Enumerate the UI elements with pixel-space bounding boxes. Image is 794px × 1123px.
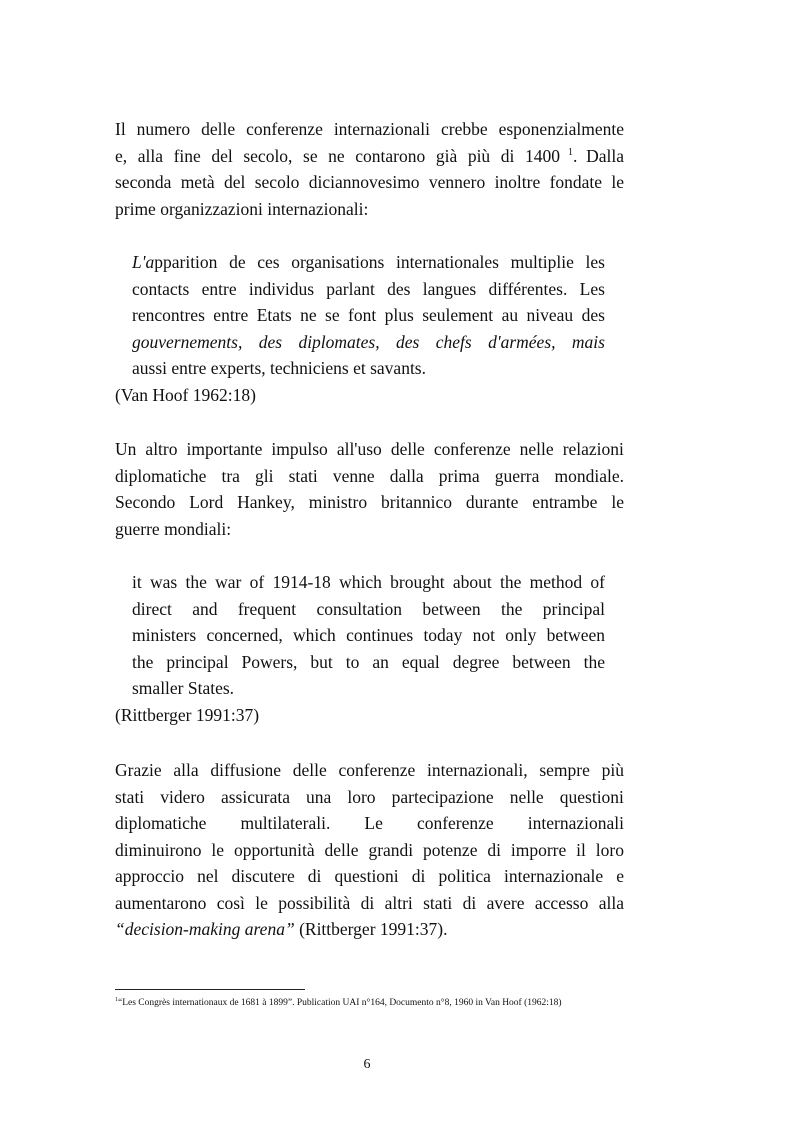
word: ne [328, 145, 345, 166]
word: to [345, 651, 360, 672]
word: rencontres [132, 305, 205, 325]
word: britannico [381, 492, 452, 512]
word: relazioni [562, 439, 624, 459]
word: equal [401, 651, 440, 672]
word: stati [288, 465, 318, 486]
word: of [249, 572, 265, 592]
word: which [339, 572, 382, 592]
block-quote-2 [132, 569, 605, 702]
word: method [529, 572, 583, 592]
word: conferenze [433, 439, 511, 459]
word: ces [257, 252, 280, 272]
word: opportunità [233, 839, 315, 860]
text-segment: . Dalla [572, 145, 624, 166]
word: niveau [526, 305, 574, 325]
word: guerra [494, 465, 540, 486]
word: così [216, 892, 245, 913]
word: il [576, 839, 586, 860]
word: di [411, 866, 426, 886]
word: entrambe [532, 492, 598, 512]
word: gli [255, 465, 274, 486]
word: loro [595, 839, 624, 860]
word: principal [166, 651, 229, 672]
text-segment: (Rittberger 1991:37). [294, 919, 448, 939]
word: the [500, 572, 522, 592]
word: le [611, 492, 624, 512]
word: it [132, 572, 142, 592]
word: se [303, 145, 318, 166]
word: alla [598, 892, 624, 913]
word: was [150, 572, 178, 592]
word: avere [486, 892, 525, 913]
word: imporre [510, 839, 567, 860]
word: durante [465, 492, 519, 512]
word: principal [542, 598, 605, 619]
word: des [387, 278, 411, 299]
word: between [546, 625, 605, 645]
word: altri [384, 892, 413, 913]
word: plus [384, 305, 414, 325]
text-line [115, 757, 624, 784]
text-line [132, 329, 605, 356]
word: nelle [509, 786, 544, 807]
text-segment: guerre mondiali: [115, 518, 232, 539]
word: grandi [368, 839, 414, 860]
text-segment: smaller States. [132, 678, 235, 698]
word: vennero [428, 172, 486, 192]
word: Etats [256, 305, 292, 325]
word: Un [115, 439, 137, 459]
word: più [601, 760, 624, 780]
word: venne [332, 465, 375, 486]
text-segment [132, 249, 154, 276]
word: today [423, 625, 463, 645]
word: numero [136, 119, 191, 139]
word: internationales [395, 252, 499, 272]
word: which [293, 625, 336, 645]
text-line [132, 302, 605, 329]
footnote [115, 997, 675, 1009]
citation: (Van Hoof 1962:18) [115, 385, 256, 405]
word: diplomatiche [115, 813, 207, 833]
word: internazionali, [427, 760, 528, 780]
word: alla [137, 145, 163, 166]
word: una [306, 786, 332, 807]
word: Il [115, 119, 126, 139]
footnote-text: “Les Congrès internationaux de 1681 à 1899”. Publication UAI n°164, Documento n°8, 1960 in Van Hoof (1962:18) [118, 998, 562, 1008]
word: le [255, 892, 268, 913]
text-line [115, 436, 624, 463]
text-line [115, 784, 624, 811]
word: Les [579, 278, 605, 299]
text-line [132, 675, 605, 702]
word: crebbe [441, 119, 488, 139]
word: conferenze [246, 119, 323, 139]
word: discutere [231, 866, 295, 886]
word: esponenzialmente [498, 119, 624, 139]
word: contarono [355, 145, 426, 166]
word: di [500, 145, 515, 166]
word: delle [390, 439, 425, 459]
word: war [215, 572, 242, 592]
word: diffusione [210, 760, 282, 780]
word: questioni [559, 786, 624, 807]
word: chefs [435, 331, 472, 352]
word: Grazie [115, 760, 162, 780]
word: del [224, 172, 246, 192]
word: secolo [254, 172, 300, 192]
word: brought [390, 572, 445, 592]
word: e [616, 866, 624, 886]
word: impulso [271, 439, 328, 459]
word: langues [422, 278, 477, 299]
word: entre [213, 305, 249, 325]
word: multiplie [510, 252, 574, 272]
word: individus [248, 278, 315, 299]
word: di [307, 866, 322, 886]
word: aumentarono [115, 892, 207, 913]
page-number: 6 [363, 1057, 371, 1072]
text-line [132, 569, 605, 596]
text-line [115, 196, 624, 223]
word: questioni [334, 866, 399, 886]
word: 1400 [524, 145, 560, 166]
word: ministro [308, 492, 368, 512]
word: concerned, [206, 625, 283, 645]
word: organisations [291, 252, 385, 272]
word: des [581, 305, 605, 325]
word: metà [180, 172, 215, 192]
text-segment [154, 249, 605, 276]
word: conferenze [416, 813, 494, 833]
word: potenze [423, 839, 478, 860]
paragraph-2 [115, 436, 624, 542]
word: of [590, 572, 605, 592]
italic-text: “decision-making arena” [115, 919, 295, 939]
text-line [132, 649, 605, 676]
word: le [211, 839, 225, 860]
word: approccio [115, 866, 184, 886]
citation: (Rittberger 1991:37) [115, 705, 260, 725]
word: all'uso [336, 439, 382, 459]
word: delle [292, 760, 327, 780]
word: stati [423, 892, 453, 913]
text-line [115, 463, 624, 490]
word: gouvernements, [132, 331, 243, 352]
word: continues [346, 625, 414, 645]
word: di [462, 892, 477, 913]
text-line [115, 516, 624, 543]
word: Secondo [115, 492, 176, 512]
word: Powers, [241, 651, 298, 672]
italic-text: L'a [132, 252, 155, 272]
text-line [115, 863, 624, 890]
footnote-marker: 1 [115, 997, 118, 1003]
word: sempre [539, 760, 590, 780]
word: se [325, 305, 340, 325]
text-segment [568, 143, 624, 170]
word: diplomates, [298, 331, 380, 352]
text-line [115, 116, 624, 143]
word: au [501, 305, 519, 325]
word: diciannovesimo [308, 172, 420, 192]
word: possibilità [278, 892, 351, 913]
text-line [115, 916, 624, 943]
word: alla [173, 760, 199, 780]
text-line [115, 890, 624, 917]
word: altro [145, 439, 178, 459]
word: différentes. [488, 278, 568, 299]
word: the [583, 651, 605, 672]
footnote-reference: 1 [567, 146, 573, 158]
word: più [467, 145, 491, 166]
word: internazionali [527, 813, 624, 833]
word: not [472, 625, 495, 645]
word: contacts [132, 278, 190, 299]
text-line [115, 143, 624, 170]
word: accesso [534, 892, 589, 913]
text-line [132, 622, 605, 649]
text-line [115, 489, 624, 516]
text-segment: prime organizzazioni internazionali: [115, 198, 369, 219]
word: les [585, 252, 605, 272]
word: fondate [549, 172, 603, 192]
word: d'armées, [488, 331, 556, 352]
word: delle [201, 119, 236, 139]
word: internazionali [333, 119, 431, 139]
word: de [229, 252, 246, 272]
text-line [132, 596, 605, 623]
word: del [211, 145, 233, 166]
word: già [435, 145, 458, 166]
word: secolo, [243, 145, 293, 166]
text-line [132, 276, 605, 303]
word: videro [160, 786, 205, 807]
footnote-divider [115, 989, 305, 990]
word: parlant [326, 278, 375, 299]
word: Lord [189, 492, 224, 512]
word: di [360, 892, 375, 913]
word: the [501, 598, 523, 619]
word: diminuirono [115, 839, 202, 860]
word: partecipazione [391, 786, 494, 807]
word: dalla [389, 465, 424, 486]
word: font [348, 305, 377, 325]
word: conferenze [338, 760, 416, 780]
text-line [115, 169, 624, 196]
word: assicurata [220, 786, 290, 807]
word: consultation [316, 598, 403, 619]
word: pparition [154, 252, 218, 272]
word: and [192, 598, 218, 619]
word: between [512, 651, 571, 672]
word: multilaterali. [240, 813, 331, 833]
word: des [258, 331, 283, 352]
word: the [132, 651, 154, 672]
word: seulement [422, 305, 494, 325]
text-line [115, 837, 624, 864]
word: entre [201, 278, 237, 299]
word: but [310, 651, 333, 672]
block-quote-1 [132, 249, 605, 382]
word: tra [221, 465, 240, 486]
word: 1914-18 [272, 572, 331, 592]
word: stati [115, 786, 145, 807]
word: direct [132, 598, 172, 619]
word: importante [186, 439, 263, 459]
text-segment: aussi entre experts, techniciens et savants. [132, 358, 426, 378]
word: mais [571, 331, 605, 352]
word: inoltre [494, 172, 541, 192]
text-line [132, 249, 605, 276]
word: e, [115, 145, 128, 166]
word: frequent [237, 598, 297, 619]
word: only [505, 625, 537, 645]
word: degree [452, 651, 500, 672]
word: the [185, 572, 207, 592]
paragraph-3 [115, 757, 624, 943]
word: delle [324, 839, 359, 860]
word: mondiale. [554, 465, 624, 486]
text-line [115, 810, 624, 837]
word: between [422, 598, 481, 619]
word: Le [364, 813, 383, 833]
word: fine [173, 145, 201, 166]
word: an [372, 651, 389, 672]
word: ne [300, 305, 317, 325]
word: seconda [115, 172, 172, 192]
word: diplomatiche [115, 465, 207, 486]
word: prima [438, 465, 480, 486]
word: des [396, 331, 420, 352]
paragraph-1 [115, 116, 624, 222]
word: di [487, 839, 501, 860]
text-line [132, 355, 605, 382]
word: about [452, 572, 492, 592]
word: Hankey, [237, 492, 295, 512]
word: politica [438, 866, 491, 886]
word: le [611, 172, 624, 192]
word: nelle [519, 439, 554, 459]
word: nel [197, 866, 219, 886]
word: ministers [132, 625, 197, 645]
text-segment [115, 143, 560, 170]
word: internazionale [504, 866, 604, 886]
word: loro [347, 786, 376, 807]
